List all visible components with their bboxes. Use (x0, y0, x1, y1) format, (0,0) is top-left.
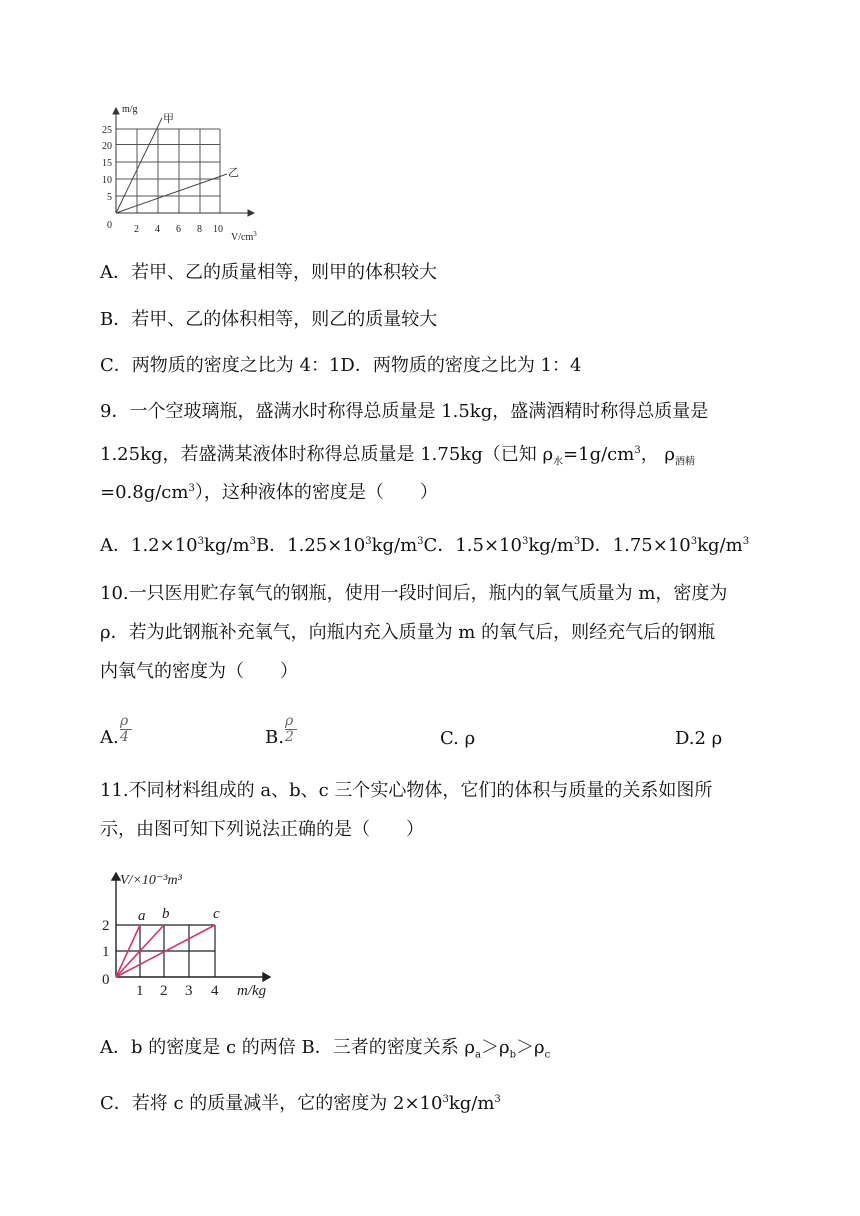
q9-options: A．$1.2\times 10^3kg/m^3B$．$1.25\times 10^3kg/m^3C$．$1.5\times 10^3kg/m^3D$．$1.75\times 10^3kg/m^3$ (100, 535, 750, 556)
chart1-x-tick: 6 (176, 224, 181, 235)
q11-option-c: C．若将 c 的质量减半，它的密度为 $2\times 10^3kg/m^3$ (100, 1093, 501, 1114)
q10-line3: 内氧气的密度为（ ） (100, 661, 298, 682)
q11-line2: 示，由图可知下列说法正确的是（ ） (100, 819, 424, 840)
chart1-y-tick: 20 (102, 141, 112, 152)
series-yi-line (116, 174, 227, 213)
q8-option-cd: C．两物质的密度之比为 4：1D．两物质的密度之比为 1：4 (100, 355, 582, 376)
q8-option-a: A．若甲、乙的质量相等，则甲的体积较大 (100, 262, 437, 283)
q10-option-c: C. ρ (440, 728, 476, 749)
q10-option-a: A. ρ 4 (100, 727, 119, 748)
chart2-x-tick: 4 (211, 983, 219, 999)
chart2-y-tick: 0 (102, 972, 110, 988)
chart1-x-tick: 10 (213, 224, 223, 235)
q10-line1: 10.一只医用贮存氧气的钢瓶，使用一段时间后，瓶内的氧气质量为 m，密度为 (100, 583, 728, 604)
chart2-x-axis-label: m/kg (237, 983, 267, 999)
chart1-y-tick: 10 (102, 175, 112, 186)
chart1-x-tick: 8 (197, 224, 202, 235)
series-jia-label: 甲 (163, 113, 174, 125)
chart1-y-axis-label: m/g (122, 104, 138, 115)
chart2-x-tick: 2 (160, 983, 168, 999)
series-b-label: b (162, 906, 170, 922)
series-c-label: c (213, 906, 220, 922)
series-yi-label: 乙 (228, 167, 239, 179)
q10-option-b: B. ρ 2 (265, 727, 284, 748)
chart1-x-tick: 4 (155, 224, 160, 235)
series-a-label: a (138, 908, 146, 924)
chart2-axes (112, 873, 270, 981)
q9-line3: $=0.8g/cm^3$），这种液体的密度是（ ） (100, 482, 438, 503)
chart1-x-axis-label: $V/cm^3$ (231, 230, 257, 243)
chart2-y-tick: 2 (102, 918, 110, 934)
q8-option-b: B．若甲、乙的体积相等，则乙的质量较大 (100, 309, 438, 330)
q10-option-d: D.2 ρ (675, 728, 723, 749)
q9-line1: 9．一个空玻璃瓶，盛满水时称得总质量是 1.5kg，盛满酒精时称得总质量是 (100, 401, 709, 422)
chart2-x-tick: 1 (136, 983, 144, 999)
chart1-y-tick: 0 (107, 220, 112, 231)
chart2-y-tick: 1 (102, 944, 110, 960)
chart1-y-tick: 25 (102, 125, 112, 136)
chart2-x-tick: 3 (185, 983, 193, 999)
q11-options-ab: A．b 的密度是 c 的两倍 B．三者的密度关系 $\rho_a>\rho_b>\rho_c$ (100, 1037, 551, 1061)
q10-line2: ρ．若为此钢瓶补充氧气，向瓶内充入质量为 m 的氧气后，则经充气后的钢瓶 (100, 622, 716, 643)
q9-line2: 1.25kg，若盛满某液体时称得总质量是 1.75kg（已知 $\rho_水=1g/cm^3$， $\rho_{酒精}$ (100, 444, 696, 468)
chart1-y-tick: 5 (107, 192, 112, 203)
chart1-y-tick: 15 (102, 158, 112, 169)
volume-mass-chart (100, 868, 280, 1000)
chart2-y-axis-label: V/×10⁻³m³ (120, 873, 182, 888)
chart1-grid (116, 129, 220, 213)
mass-volume-chart (100, 104, 260, 244)
q11-line1: 11.不同材料组成的 a、b、c 三个实心物体，它们的体积与质量的关系如图所 (100, 780, 713, 801)
chart1-x-tick: 2 (134, 224, 139, 235)
